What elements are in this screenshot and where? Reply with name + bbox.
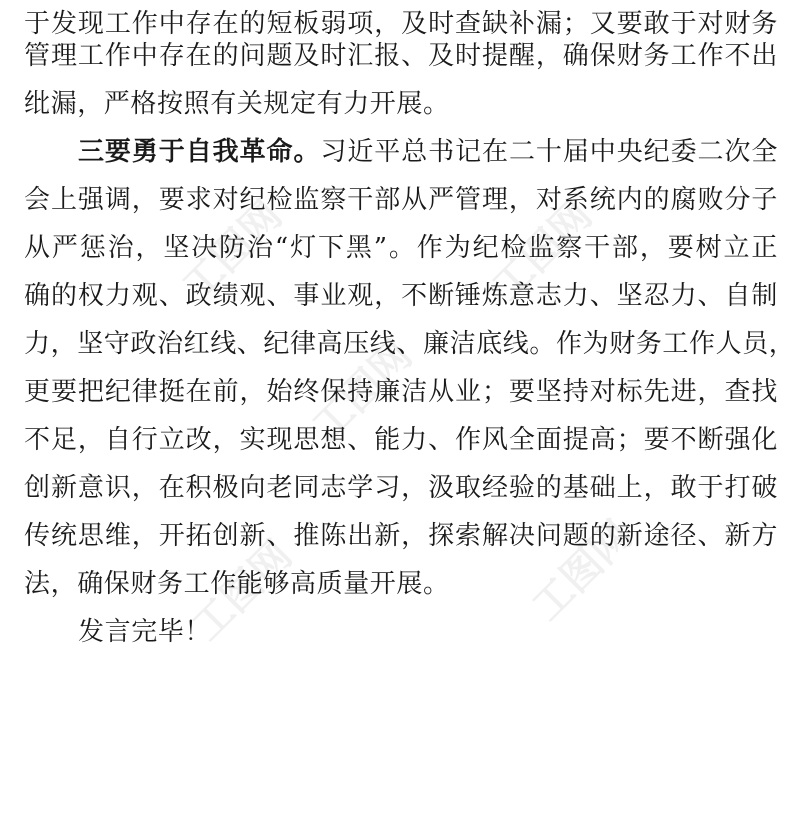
closing-remark: 发言完毕！ xyxy=(78,617,212,647)
section-text: 习近平总书记在二十届中央纪委二次全 xyxy=(320,137,778,167)
paragraph-line: 力，坚守政治红线、纪律高压线、廉洁底线。作为财务工作人员， xyxy=(24,329,796,359)
paragraph-line: 更要把纪律挺在前，始终保持廉洁从业；要坚持对标先进，查找 xyxy=(24,377,778,407)
watermark: 工图网 xyxy=(183,532,302,650)
paragraph-line: 创新意识，在积极向老同志学习，汲取经验的基础上，敢于打破 xyxy=(24,473,778,503)
section-heading: 三要勇于自我革命。 xyxy=(78,137,321,167)
watermark: 工图网 xyxy=(173,192,292,310)
section-first-line xyxy=(78,128,778,176)
paragraph-line: 传统思维，开拓创新、推陈出新，探索解决问题的新途径、新方 xyxy=(24,521,778,551)
watermark: 工图网 xyxy=(523,512,642,630)
paragraph-line: 从严惩治，坚决防治“灯下黑”。作为纪检监察干部，要树立正 xyxy=(24,233,778,263)
watermark: 工图网 xyxy=(483,192,602,310)
watermark: 工图网 xyxy=(303,332,422,450)
paragraph-line: 纰漏，严格按照有关规定有力开展。 xyxy=(24,89,450,119)
paragraph-line: 于发现工作中存在的短板弱项，及时查缺补漏；又要敢于对财务 xyxy=(24,9,778,39)
paragraph-line: 不足，自行立改，实现思想、能力、作风全面提高；要不断强化 xyxy=(24,425,778,455)
paragraph-line: 会上强调，要求对纪检监察干部从严管理，对系统内的腐败分子 xyxy=(24,185,778,215)
paragraph-line: 法，确保财务工作能够高质量开展。 xyxy=(24,569,450,599)
paragraph-line: 管理工作中存在的问题及时汇报、及时提醒，确保财务工作不出 xyxy=(24,41,778,71)
paragraph-line: 确的权力观、政绩观、事业观，不断锤炼意志力、坚忍力、自制 xyxy=(24,281,778,311)
